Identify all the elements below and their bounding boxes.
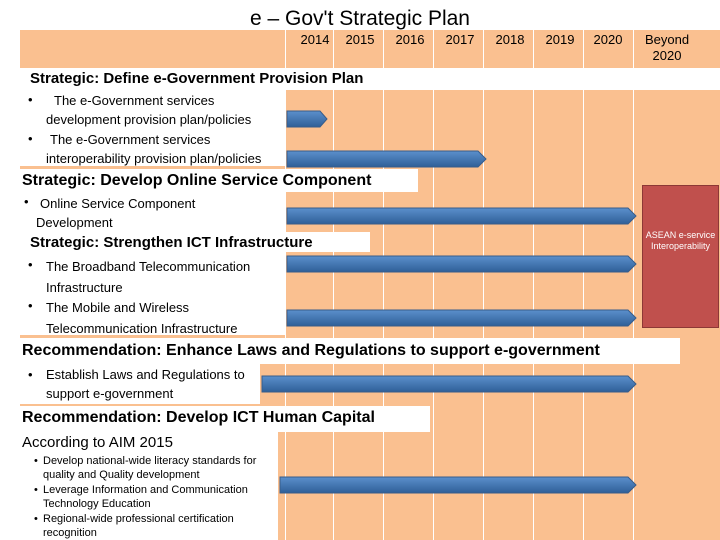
bullet-icon: • [28, 367, 33, 382]
page-title: e – Gov't Strategic Plan [250, 7, 470, 30]
item-ict-education: Leverage Information and Communication Technology Education [43, 484, 248, 510]
bullet-icon: • [34, 513, 38, 525]
year-2020: 2020 [593, 32, 623, 47]
year-2017: 2017 [445, 32, 475, 47]
year-2018: 2018 [495, 32, 525, 47]
year-2015: 2015 [345, 32, 375, 47]
year-2014: 2014 [300, 32, 330, 47]
bullet-icon: • [24, 194, 29, 209]
arrow-human-capital [280, 477, 636, 493]
arrow-provision-interoperability [287, 151, 486, 167]
year-2016: 2016 [395, 32, 425, 47]
bullet-icon: • [34, 484, 38, 496]
bullet-icon: • [34, 455, 38, 467]
arrow-broadband [287, 256, 636, 272]
item-laws-regulations: Establish Laws and Regulations to support e-government [46, 367, 245, 401]
item-online-service: Online Service Component Development [36, 196, 196, 230]
bullet-icon: • [28, 257, 33, 272]
item-provision-development: The e-Government services development provision plan/policies [46, 93, 252, 127]
subheading-aim-2015: According to AIM 2015 [22, 434, 173, 451]
item-mobile-wireless: The Mobile and Wireless Telecommunication Infrastructure [46, 300, 238, 336]
heading-human-capital: Recommendation: Develop ICT Human Capital [22, 409, 375, 426]
arrow-provision-development [287, 111, 327, 127]
arrow-online-service [287, 208, 636, 224]
item-provision-interoperability: The e-Government services interoperability provision plan/policies [46, 132, 262, 166]
asean-interoperability-box: ASEAN e-service Interoperability [642, 185, 719, 328]
year-beyond-2020: Beyond 2020 [644, 32, 690, 63]
heading-ict-infrastructure: Strategic: Strengthen ICT Infrastructure [30, 234, 313, 251]
bullet-icon: • [28, 92, 33, 107]
arrow-laws-regulations [262, 376, 636, 392]
heading-define-provision-plan: Strategic: Define e-Government Provision Plan [30, 70, 364, 87]
heading-online-service: Strategic: Develop Online Service Component [22, 172, 372, 189]
arrow-mobile-wireless [287, 310, 636, 326]
item-broadband: The Broadband Telecommunication Infrastructure [46, 259, 251, 295]
heading-laws-regulations: Recommendation: Enhance Laws and Regulations to support e-government [22, 342, 600, 359]
item-certification: Regional-wide professional certification recognition [43, 513, 234, 539]
item-literacy-standards: Develop national-wide literacy standards for quality and Quality development [43, 455, 257, 481]
bullet-icon: • [28, 131, 33, 146]
bullet-icon: • [28, 298, 33, 313]
year-2019: 2019 [545, 32, 575, 47]
